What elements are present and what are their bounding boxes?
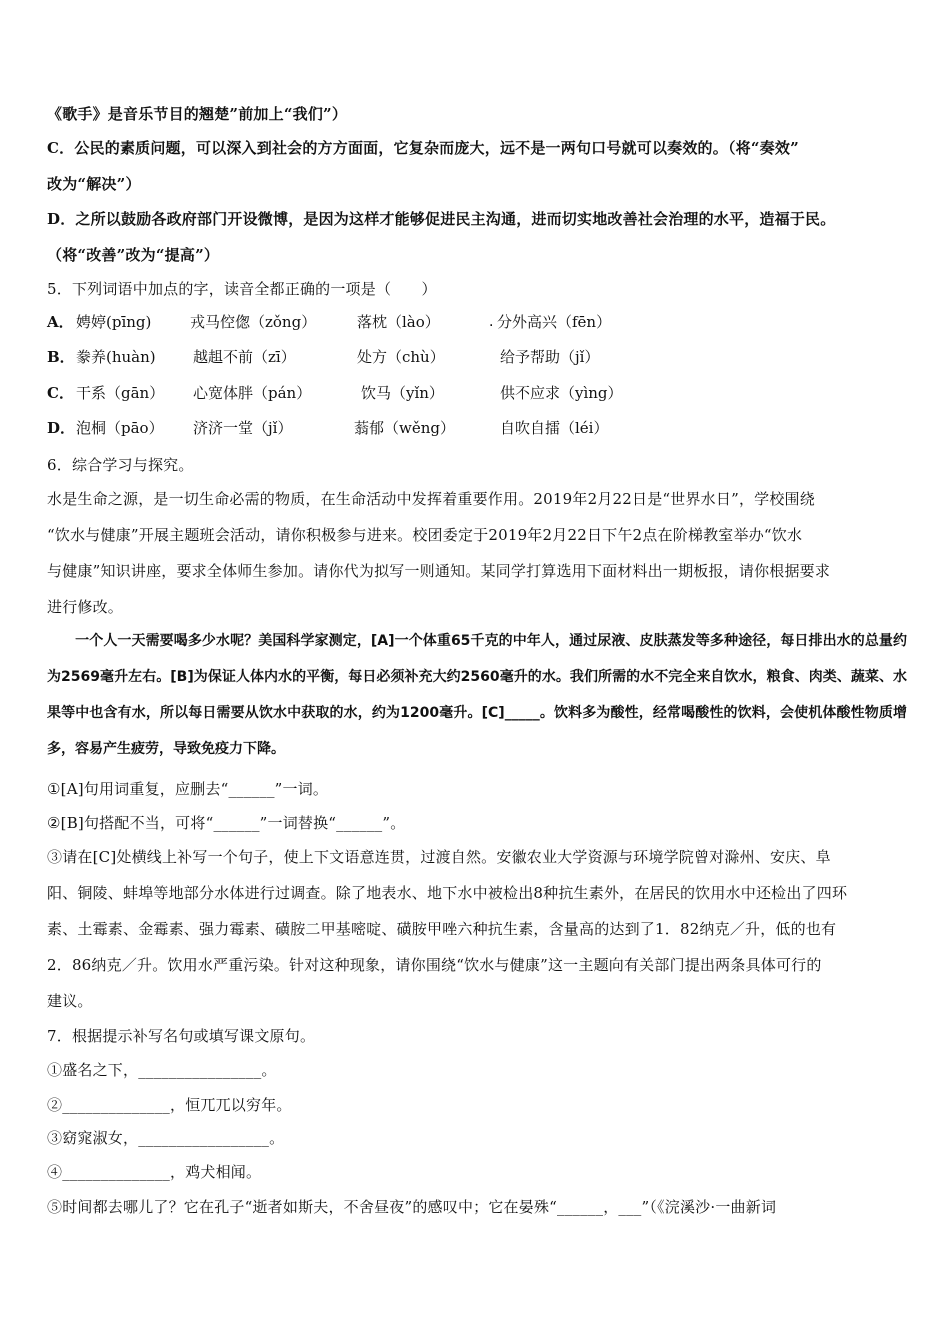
q7-item-2: ②______________，恒兀兀以穷年。: [47, 1096, 292, 1114]
q6-intro-line-4: 进行修改。: [47, 598, 124, 616]
q5-c-item-1: 干系（gān）: [76, 384, 165, 402]
q5-b-item-3: 处方（chù）: [357, 348, 445, 366]
q5-a-item-2: 戎马倥偬（zǒng）: [190, 313, 317, 331]
q5-stem: 5．下列词语中加点的字，读音全都正确的一项是（ ）: [47, 280, 437, 298]
q4-option-b-tail: 《歌手》是音乐节目的翘楚”前加上“我们”）: [47, 105, 348, 123]
q6-sub-3-line-3: 素、土霉素、金霉素、强力霉素、磺胺二甲基嘧啶、磺胺甲唑六种抗生素，含量高的达到了1．82纳克／升，低的也有: [47, 920, 837, 938]
q4-option-d-cont: （将“改善”改为“提高”）: [47, 246, 220, 264]
q5-a-item-3: 落枕（lào）: [357, 313, 440, 331]
q5-c-label: C．: [47, 384, 74, 402]
q7-item-5: ⑤时间都去哪儿了？它在孔子“逝者如斯夫，不舍昼夜”的感叹中；它在晏殊“______，___”（《浣溪沙·一曲新词: [47, 1198, 777, 1216]
q6-sub-1: ①[A]句用词重复，应删去“______”一词。: [47, 780, 329, 798]
q5-b-label: B．: [47, 348, 75, 366]
q5-d-item-4: 自吹自擂（léi）: [500, 419, 609, 437]
q5-d-item-3: 蓊郁（wěng）: [354, 419, 455, 437]
q5-b-item-2: 越趄不前（zī）: [193, 348, 296, 366]
q5-a-label: A．: [47, 313, 74, 331]
q5-c-item-4: 供不应求（yìng）: [500, 384, 623, 402]
q6-sub-3-line-2: 阳、铜陵、蚌埠等地部分水体进行过调查。除了地表水、地下水中被检出8种抗生素外，在居民的饮用水中还检出了四环: [47, 884, 848, 902]
q7-stem: 7．根据提示补写名句或填写课文原句。: [47, 1027, 316, 1045]
q5-c-item-3: 饮马（yǐn）: [361, 384, 444, 402]
q7-item-1: ①盛名之下，________________。: [47, 1061, 277, 1079]
q4-option-d: D．之所以鼓励各政府部门开设微博，是因为这样才能够促进民主沟通，进而切实地改善社会治理的水平，造福于民。: [47, 210, 836, 228]
q6-intro-line-2: “饮水与健康”开展主题班会活动，请你积极参与进来。校团委定于2019年2月22日下午2点在阶梯教室举办“饮水: [47, 526, 803, 544]
q5-c-item-2: 心宽体胖（pán）: [193, 384, 312, 402]
q6-intro-line-1: 水是生命之源，是一切生命必需的物质，在生命活动中发挥着重要作用。2019年2月22日是“世界水日”，学校围绕: [47, 490, 815, 508]
q5-a-item-4: 分外高兴（fēn）: [497, 313, 612, 331]
q5-d-item-2: 济济一堂（jǐ）: [193, 419, 293, 437]
q4-option-c: C．公民的素质问题，可以深入到社会的方方面面，它复杂而庞大，远不是一两句口号就可以奏效的。（将“奏效”: [47, 139, 799, 157]
q6-sub-3-line-4: 2．86纳克／升。饮用水严重污染。针对这种现象，请你围绕“饮水与健康”这一主题向有关部门提出两条具体可行的: [47, 956, 822, 974]
q5-b-item-1: 豢养(huàn): [76, 348, 156, 366]
q6-sub-2: ②[B]句搭配不当，可将“______”一词替换“______”。: [47, 814, 406, 832]
q5-a-item-1: 娉婷(pīng): [76, 313, 152, 331]
q7-item-4: ④______________，鸡犬相闻。: [47, 1163, 262, 1181]
q7-item-3: ③窈窕淑女，_________________。: [47, 1129, 285, 1147]
emphasis-dot: ·: [489, 318, 494, 334]
q6-intro-line-3: 与健康”知识讲座，要求全体师生参加。请你代为拟写一则通知。某同学打算选用下面材料出一期板报，请你根据要求: [47, 562, 831, 580]
q5-d-label: D．: [47, 419, 76, 437]
q5-b-item-4: 给予帮助（jǐ）: [500, 348, 600, 366]
q6-material-passage: 一个人一天需要喝多少水呢？美国科学家测定，[A]一个体重65千克的中年人，通过尿液、皮肤蒸发等多种途径，每日排出水的总量约为2569毫升左右。[B]为保证人体内水的平衡，每日必须补充大约2560毫升的水。我们所需的水不完全来自饮水，粮食、肉类、蔬菜、水果等中也含有水，所以每日需要从饮水中获取的水，约为1200毫升。[C]_____。饮料多为酸性，经常喝酸性的饮料，会使机体酸性物质增多，容易产生疲劳，导致免疫力下降。: [47, 633, 907, 757]
q6-sub-3-line-1: ③请在[C]处横线上补写一个句子，使上下文语意连贯，过渡自然。安徽农业大学资源与环境学院曾对滁州、安庆、阜: [47, 848, 831, 866]
q6-sub-3-line-5: 建议。: [47, 992, 93, 1010]
q4-option-c-cont: 改为“解决”）: [47, 175, 141, 193]
q6-stem: 6．综合学习与探究。: [47, 456, 194, 474]
q5-d-item-1: 泡桐（pāo）: [76, 419, 164, 437]
